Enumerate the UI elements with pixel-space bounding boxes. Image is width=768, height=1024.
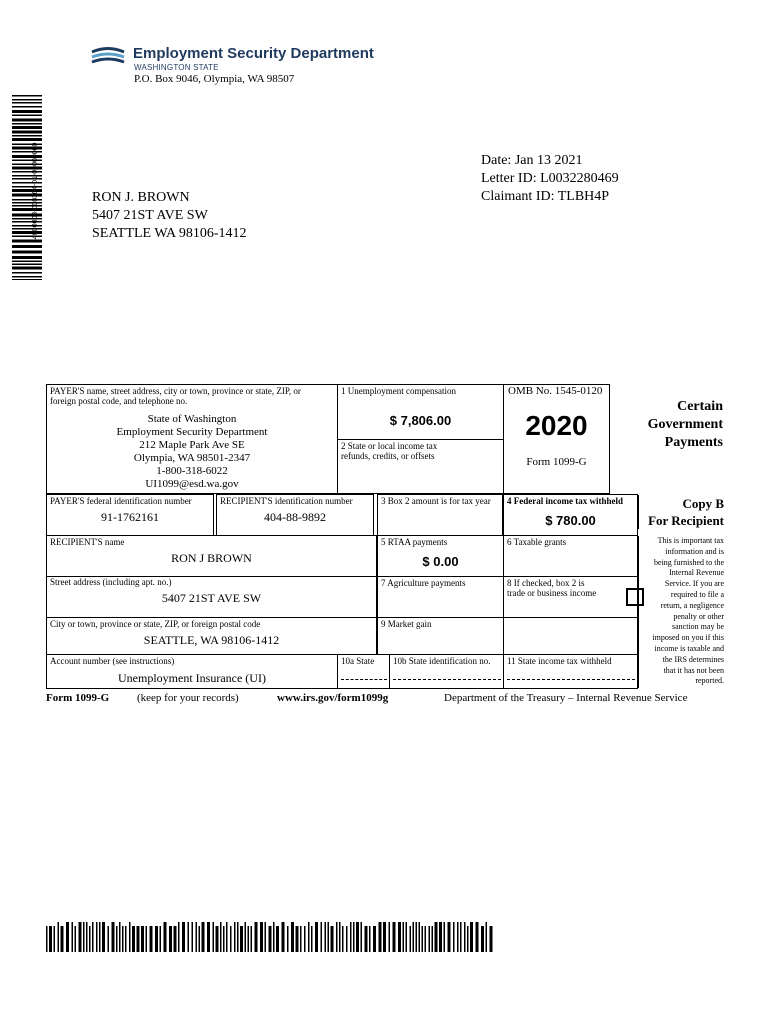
esd-logo-icon [90,46,126,68]
bottom-barcode [46,922,496,954]
notice-line: penalty or other [673,611,724,621]
payer-line: 212 Maple Park Ave SE [139,439,245,451]
city-label: City or town, province or state, ZIP, or foreign postal code [50,619,261,629]
notice-line: This is important tax [657,536,724,545]
letter-id: Letter ID: L0032280469 [481,171,619,186]
recipient-id-label: RECIPIENT'S identification number [220,496,353,506]
recipient-name: RON J BROWN [171,551,252,565]
notice-line: the IRS determines [662,654,724,664]
street-value: 5407 21ST AVE SW [161,591,262,605]
box11-label: 11 State income tax withheld [507,656,612,666]
box1-value: $ 7,806.00 [389,413,452,428]
recipient-address-city: SEATTLE WA 98106-1412 [92,226,247,241]
notice-line: reported. [695,676,724,686]
notice-line: required to file a [670,589,724,599]
footer-form [46,692,109,705]
box7-agriculture [377,576,504,618]
box2-state-refunds [337,439,504,494]
box11-state-withheld [503,654,638,689]
footer-keep: (keep for your records) [137,692,239,704]
box8-label: 8 If checked, box 2 is trade or business income [507,578,597,598]
box4-label: 4 Federal income tax withheld [507,496,623,506]
recipient-id: 404-88-9892 [264,510,326,524]
irs-notice [638,536,724,688]
payer-line: Employment Security Department [116,426,268,438]
street-address-box [46,576,377,618]
payer-label: PAYER'S name, street address, city or town, province or state, ZIP, or foreign postal code, and telephone no. [50,386,301,406]
recipient-id-box [216,494,374,536]
vertical-barcode [12,95,44,280]
recipient-address-street: 5407 21ST AVE SW [92,208,208,223]
agency-address: P.O. Box 9046, Olympia, WA 98507 [134,73,295,85]
title-line: Government [647,417,723,432]
tax-year: 2020 [525,410,588,441]
omb-year-box [503,384,610,494]
box6-taxable-grants [503,535,638,577]
footer-form-name: Form 1099-G [46,692,110,704]
city-box [46,617,377,655]
box4-value: $ 780.00 [545,513,596,528]
footer-url[interactable]: www.irs.gov/form1099g [277,692,389,704]
title-line: Certain [677,399,723,414]
claimant-id: Claimant ID: TLBH4P [481,189,610,204]
box10b-label: 10b State identification no. [393,656,491,666]
box9-market-gain [377,617,504,655]
box5-rtaa [377,535,504,577]
box10a-label: 10a State [341,656,375,666]
agency-name: Employment Security Department [133,45,374,62]
box10b-state-id [389,654,504,689]
payer-box [46,384,338,494]
box5-value: $ 0.00 [422,554,459,569]
payer-line: UI1099@esd.wa.gov [145,478,239,490]
copy-b: Copy B [682,496,724,511]
letter-date: Date: Jan 13 2021 [481,153,583,168]
notice-line: that it has not been [663,665,724,675]
payer-fed-id: 91-1762161 [101,510,159,524]
notice-line: sanction may be [672,622,724,632]
payer-line: Olympia, WA 98501-2347 [133,452,251,464]
box6-label: 6 Taxable grants [507,537,567,547]
recipient-name-label: RECIPIENT'S name [50,537,125,547]
box-blank [503,617,638,655]
payer-fed-id-label: PAYER'S federal identification number [50,496,192,506]
barcode-side-text: 54000003-000364-01-00000000 [32,142,39,243]
box1-unemployment [337,384,504,440]
notice-line: imposed on you if this [652,633,724,643]
account-value: Unemployment Insurance (UI) [118,671,266,685]
title-line: Payments [664,435,723,450]
street-label: Street address (including apt. no.) [50,577,172,587]
for-recipient: For Recipient [648,513,724,528]
box9-label: 9 Market gain [381,619,432,629]
notice-line: income is taxable and [654,643,724,653]
box1-label: 1 Unemployment compensation [341,386,456,396]
payer-fed-id-box [46,494,214,536]
box8-trade-business [503,576,638,618]
account-box [46,654,338,689]
notice-line: Service. If you are [664,579,724,589]
account-label: Account number (see instructions) [50,656,175,666]
box8-checkbox[interactable] [626,588,644,606]
copy-b-label [638,495,724,529]
city-value: SEATTLE, WA 98106-1412 [143,633,280,647]
box3-tax-year [377,494,503,536]
recipient-address-name: RON J. BROWN [92,190,190,205]
agency-state: WASHINGTON STATE [134,63,219,72]
box5-label: 5 RTAA payments [381,537,448,547]
form-name: Form 1099-G [526,456,587,468]
form-title [612,398,723,452]
box10a-state [337,654,390,689]
omb-number: OMB No. 1545-0120 [508,385,603,397]
recipient-name-box [46,535,377,577]
payer-line: State of Washington [147,413,237,425]
notice-line: information and is [665,546,724,556]
notice-line: being furnished to the [654,557,724,567]
box7-label: 7 Agriculture payments [381,578,466,588]
footer-dept: Department of the Treasury – Internal Revenue Service [444,692,688,704]
payer-line: 1-800-318-6022 [156,465,228,477]
box3-label: 3 Box 2 amount is for tax year [381,496,491,506]
box2-label: 2 State or local income tax refunds, credits, or offsets [341,441,438,461]
notice-line: Internal Revenue [669,568,724,578]
box4-federal-withheld [503,494,638,536]
notice-line: return, a negligence [660,600,724,610]
payer-lines [47,413,337,491]
